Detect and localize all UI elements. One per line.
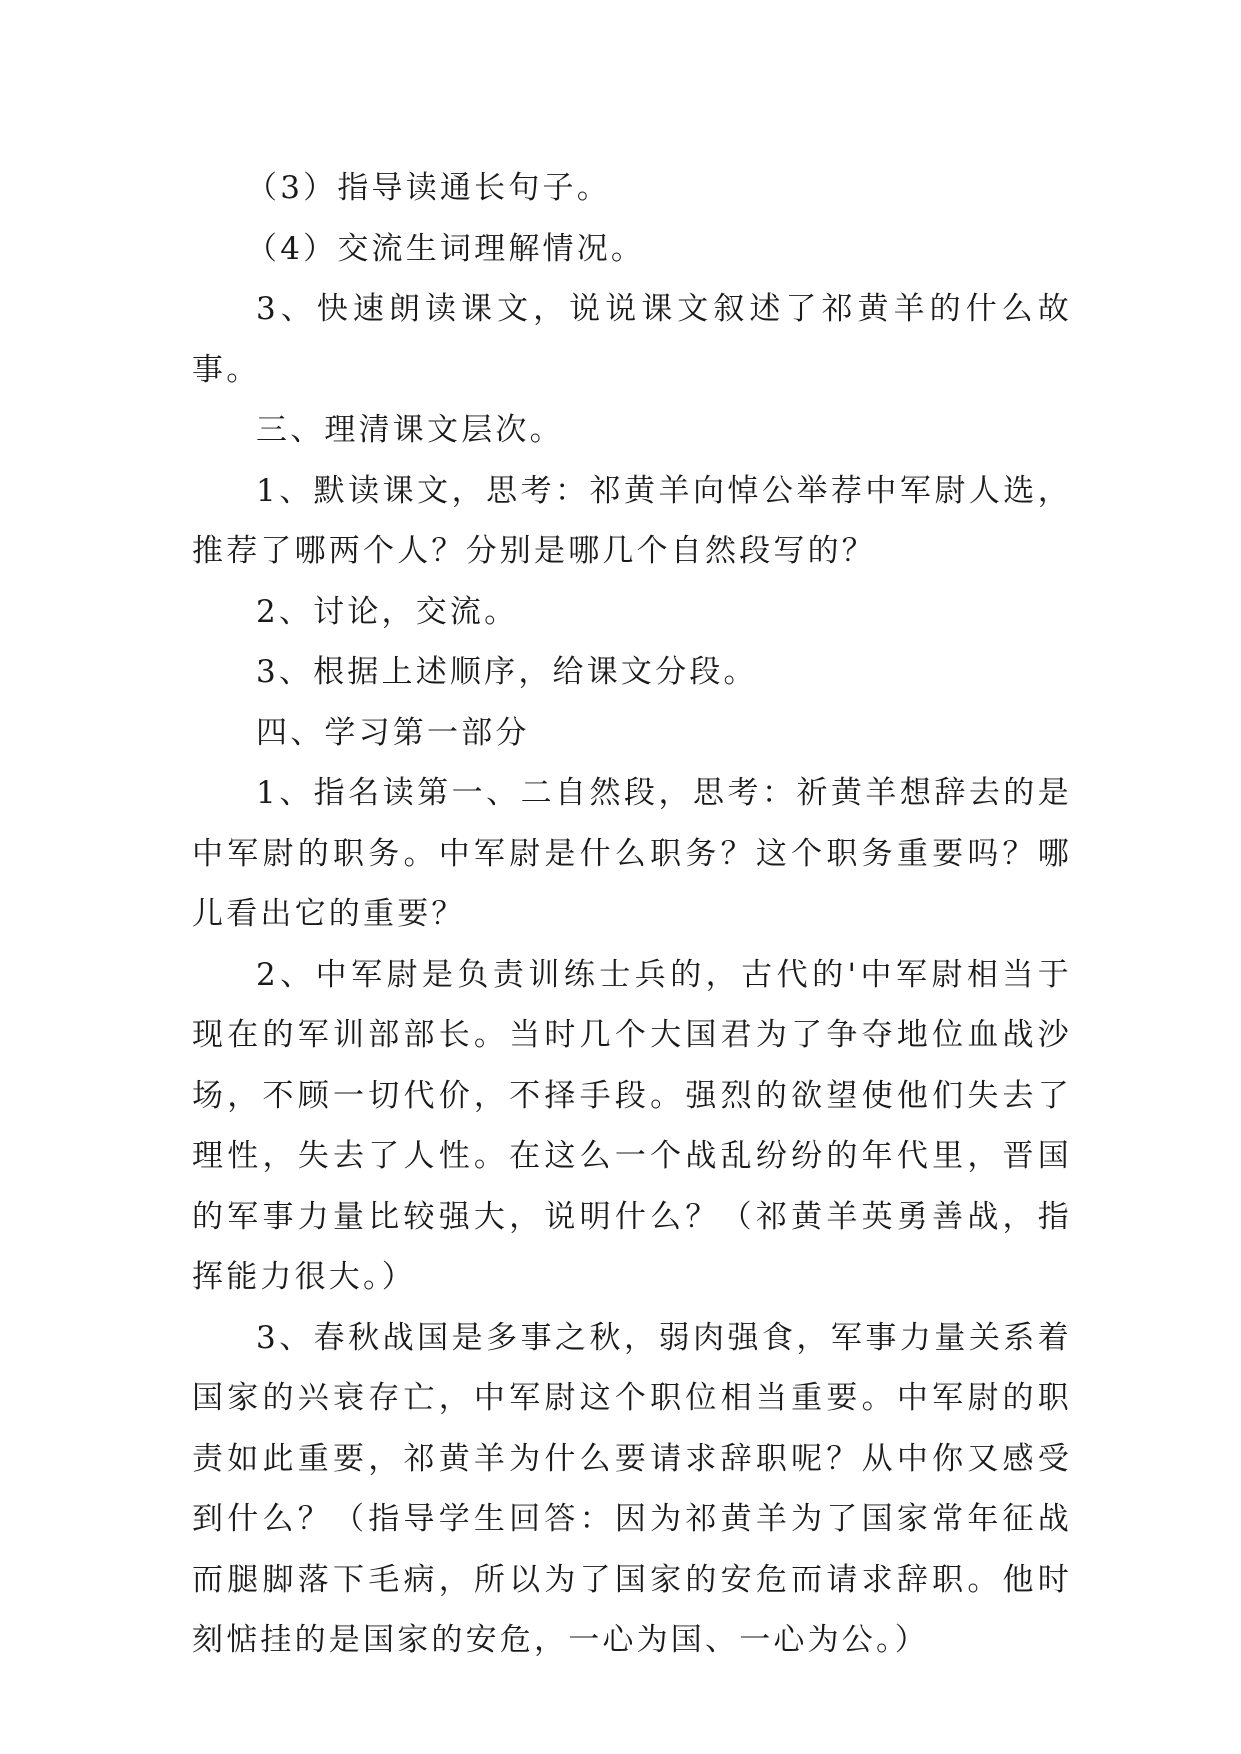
paragraph-silent-read: 1、默读课文，思考：祁黄羊向悼公举荐中军尉人选，推荐了哪两个人？分别是哪几个自然段写的？: [192, 472, 1072, 569]
paragraph-divide-sections: 3、根据上述顺序，给课文分段。: [256, 654, 758, 690]
section-heading-3: 三、理清课文层次。: [256, 412, 564, 448]
paragraph-military-officer: 2、中军尉是负责训练士兵的，古代的'中军尉相当于现在的军训部部长。当时几个大国君为了争夺地位血战沙场，不顾一切代价，不择手段。强烈的欲望使他们失去了理性，失去了人性。在这么一个战乱纷纷的年代里，晋国的军事力量比较强大，说明什么？（祁黄羊英勇善战，指挥能力很大。）: [192, 956, 1072, 1295]
paragraph-read-first-two: 1、指名读第一、二自然段，思考：祈黄羊想辞去的是中军尉的职务。中军尉是什么职务？这个职务重要吗？哪儿看出它的重要？: [192, 775, 1072, 932]
paragraph-discuss: 2、讨论，交流。: [256, 593, 519, 630]
paragraph-spring-autumn: 3、春秋战国是多事之秋，弱肉强食，军事力量关系着国家的兴衰存亡，中军尉这个职位相当重要。中军尉的职责如此重要，祁黄羊为什么要请求辞职呢？从中你又感受到什么？（指导学生回答：因为祁黄羊为了国家常年征战而腿脚落下毛病，所以为了国家的安危而请求辞职。他时刻惦挂的是国家的安危，一心为国、一心为公。）: [192, 1319, 1072, 1658]
document-body: [192, 158, 1072, 1671]
paragraph-4-discuss-new-words: （4）交流生词理解情况。: [246, 230, 646, 267]
section-heading-4: 四、学习第一部分: [256, 714, 530, 751]
paragraph-quick-read: 3、快速朗读课文，说说课文叙述了祁黄羊的什么故事。: [192, 291, 1072, 388]
paragraph-3-guide-long-sentences: （3）指导读通长句子。: [246, 170, 611, 206]
